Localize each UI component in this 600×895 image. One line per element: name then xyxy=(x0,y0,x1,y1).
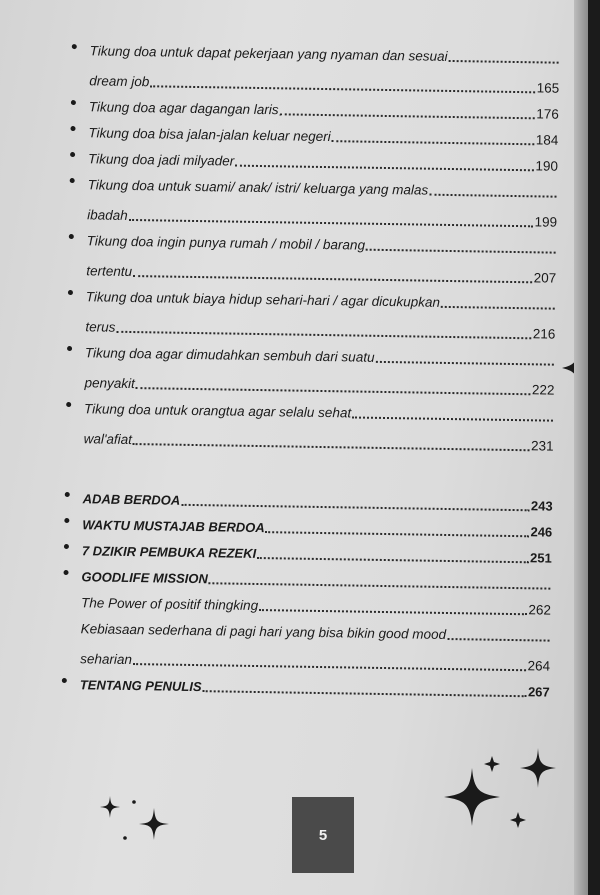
entry-text: Tikung doa jadi milyader xyxy=(87,151,235,169)
table-of-contents xyxy=(60,34,560,702)
bullet-icon xyxy=(62,678,67,683)
leader-dots xyxy=(352,416,553,421)
subentry-text: The Power of positif thingking xyxy=(80,595,259,614)
page-ref: 216 xyxy=(532,326,556,342)
toc-entry xyxy=(66,224,557,288)
entry-text: Tikung doa agar dagangan laris xyxy=(88,99,279,118)
page-ref: 264 xyxy=(527,658,551,674)
entry-text: Tikung doa agar dimudahkan sembuh dari suatu xyxy=(84,345,375,365)
page-ref: 251 xyxy=(530,550,552,566)
toc-entry xyxy=(63,392,554,456)
bullet-icon xyxy=(64,518,69,523)
entry-text: Tikung doa untuk biaya hidup sehari-hari / agar dicukupkan xyxy=(85,289,441,310)
section-title: GOODLIFE MISSION xyxy=(81,569,208,587)
entry-text: Tikung doa untuk orangtua agar selalu sehat xyxy=(83,401,352,421)
page-ref: 267 xyxy=(527,684,550,700)
bullet-icon xyxy=(72,44,77,49)
entry-text-cont: tertentu xyxy=(86,263,133,280)
leader-dots xyxy=(266,531,530,537)
page-ref: 176 xyxy=(536,106,559,122)
bullet-icon xyxy=(70,178,75,183)
section-title: TENTANG PENULIS xyxy=(79,677,202,695)
page-ref: 184 xyxy=(535,132,559,148)
subentry-text-cont: seharian xyxy=(80,651,133,668)
bullet-icon xyxy=(64,570,69,575)
page-ref: 246 xyxy=(530,524,553,540)
page-ref: 222 xyxy=(531,382,555,398)
entry-text: Tikung doa ingin punya rumah / mobil / barang xyxy=(86,233,366,253)
toc-entry xyxy=(67,168,558,232)
page-ref: 199 xyxy=(534,214,558,230)
leader-dots xyxy=(235,165,534,172)
bullet-icon xyxy=(68,290,73,295)
page-ref: 190 xyxy=(535,158,559,174)
leader-dots xyxy=(375,361,553,366)
bullet-icon xyxy=(69,234,74,239)
entry-text-cont: dream job xyxy=(89,73,150,90)
bullet-icon xyxy=(64,544,69,549)
leader-dots xyxy=(203,690,527,697)
toc-entry xyxy=(65,280,556,344)
toc-entry xyxy=(64,336,555,400)
page-ref: 231 xyxy=(530,438,554,454)
leader-dots xyxy=(332,140,535,145)
toc-subentry xyxy=(60,612,551,676)
page-ref: 262 xyxy=(528,602,552,618)
page-ref: 165 xyxy=(536,80,560,96)
page-number: 5 xyxy=(292,797,354,873)
bullet-icon xyxy=(70,152,75,157)
leader-dots xyxy=(429,194,556,198)
section-title: 7 DZIKIR PEMBUKA REZEKI xyxy=(81,543,257,561)
leader-dots xyxy=(280,113,536,119)
leader-dots xyxy=(259,609,527,615)
bullet-icon xyxy=(67,346,72,351)
bullet-icon xyxy=(65,492,70,497)
page-ref: 207 xyxy=(533,270,557,286)
bullet-icon xyxy=(71,100,76,105)
leader-dots xyxy=(441,306,555,310)
leader-dots xyxy=(257,557,529,563)
bullet-icon xyxy=(70,126,75,131)
toc-entry xyxy=(69,34,560,98)
leader-dots xyxy=(448,60,558,64)
page-ref: 243 xyxy=(530,498,553,514)
leader-dots xyxy=(366,249,556,254)
bullet-icon xyxy=(66,402,71,407)
entry-text-cont: ibadah xyxy=(87,207,128,223)
subentry-text: Kebiasaan sederhana di pagi hari yang bisa bikin good mood xyxy=(80,621,447,642)
entry-text-cont: penyakit xyxy=(84,375,135,392)
page-edge xyxy=(574,0,588,895)
section-title: ADAB BERDOA xyxy=(82,491,181,508)
leader-dots xyxy=(447,638,550,642)
entry-text-cont: wal'afiat xyxy=(83,431,133,448)
entry-text-cont: terus xyxy=(85,319,116,335)
sparkle-icon xyxy=(438,746,568,846)
sparkle-icon xyxy=(96,794,176,854)
entry-text: Tikung doa untuk suami/ anak/ istri/ keluarga yang malas xyxy=(87,177,429,198)
entry-text: Tikung doa bisa jalan-jalan keluar negeri xyxy=(88,125,331,145)
entry-text: Tikung doa untuk dapat pekerjaan yang nyaman dan sesuai xyxy=(89,43,448,64)
section-title: WAKTU MUSTAJAB BERDOA xyxy=(82,517,265,536)
